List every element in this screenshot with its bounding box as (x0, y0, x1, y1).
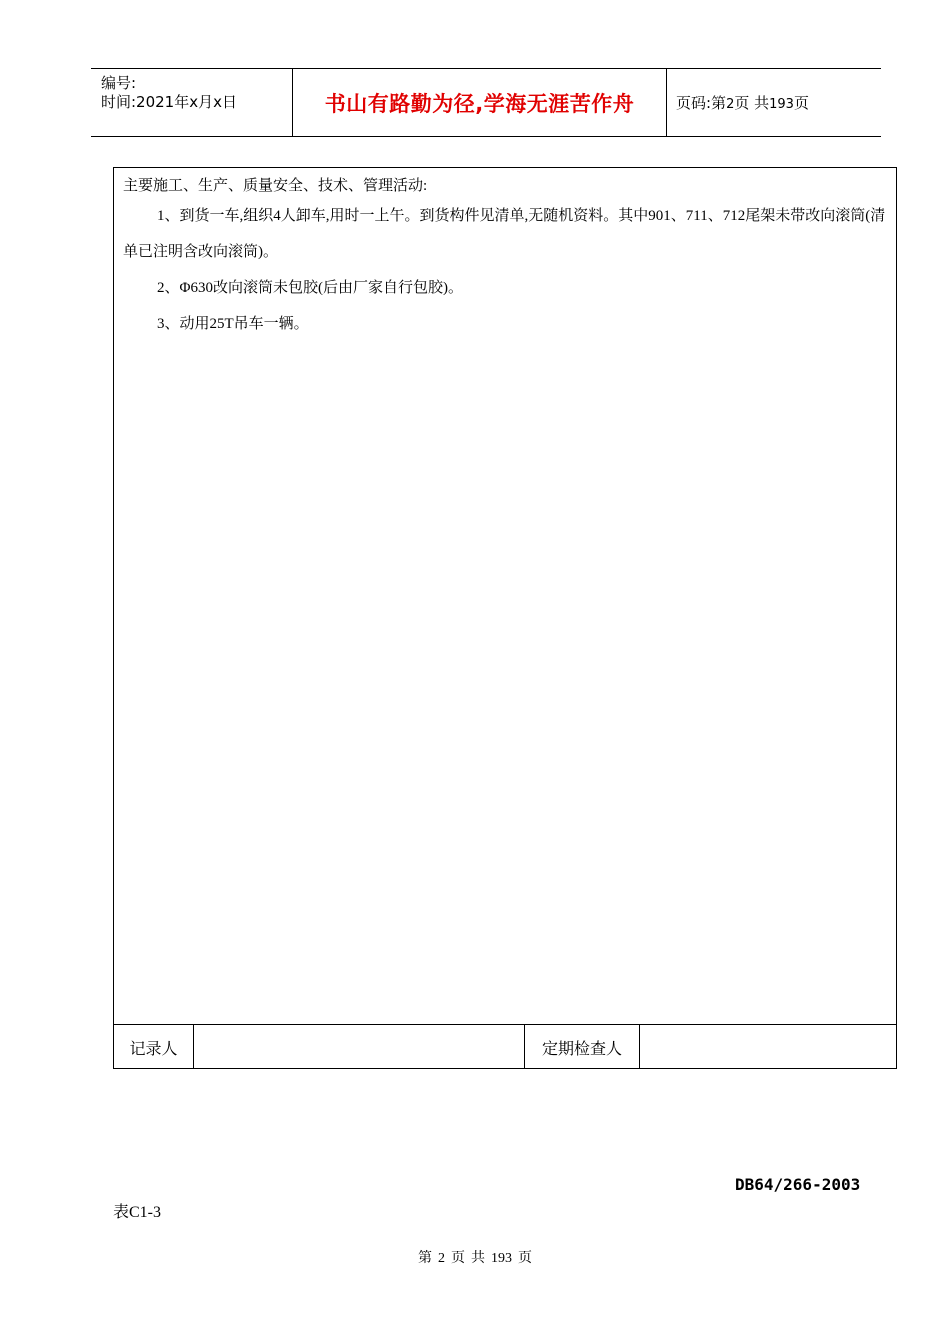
footer-word: 共 (471, 1251, 485, 1266)
activity-item (123, 198, 888, 270)
slogan-text: 书山有路勤为径,学海无涯苦作舟 (324, 91, 635, 116)
activity-text: 2、Φ630改向滚筒未包胶(后由厂家自行包胶)。 (157, 280, 463, 296)
activities-heading: 主要施工、生产、质量安全、技术、管理活动: (123, 178, 428, 194)
signature-row (114, 1024, 896, 1069)
activity-item (123, 270, 888, 306)
inspector-field[interactable] (640, 1025, 896, 1069)
recorder-field[interactable] (194, 1025, 525, 1069)
activity-item (123, 306, 888, 342)
page-total: 193 (769, 97, 794, 112)
footer-word: 第 (418, 1251, 432, 1266)
time-label: 时间:2021年x月x日 (101, 93, 237, 111)
header-meta (91, 69, 292, 136)
serial-number-label: 编号: (101, 74, 137, 92)
standard-code: DB64/266-2003 (735, 1175, 861, 1194)
page-mid: 页 共 (734, 94, 770, 112)
inspector-label: 定期检查人 (525, 1025, 640, 1069)
activities-cell (114, 168, 896, 1024)
footer-word: 页 (451, 1251, 465, 1266)
document-header (91, 68, 881, 137)
header-page-cell (666, 69, 881, 136)
page-prefix: 页码:第 (676, 94, 727, 112)
construction-log-table (113, 167, 897, 1069)
footer-current-page: 2 (438, 1251, 445, 1266)
activity-text: 3、动用25T吊车一辆。 (157, 316, 309, 332)
footer-word: 页 (518, 1251, 532, 1266)
activity-text: 1、到货一车,组织4人卸车,用时一上午。到货构件见清单,无随机资料。其中901、711、712尾架未带改向滚筒(清单已注明含改向滚筒)。 (123, 208, 886, 260)
form-number: 表C1-3 (113, 1204, 162, 1221)
page-current: 2 (726, 97, 735, 112)
header-slogan-cell (292, 69, 667, 136)
recorder-label: 记录人 (114, 1025, 194, 1069)
page-indicator (676, 92, 809, 113)
page-footer (0, 1247, 950, 1267)
footer-total-pages: 193 (491, 1251, 512, 1266)
page-suffix: 页 (793, 94, 809, 112)
